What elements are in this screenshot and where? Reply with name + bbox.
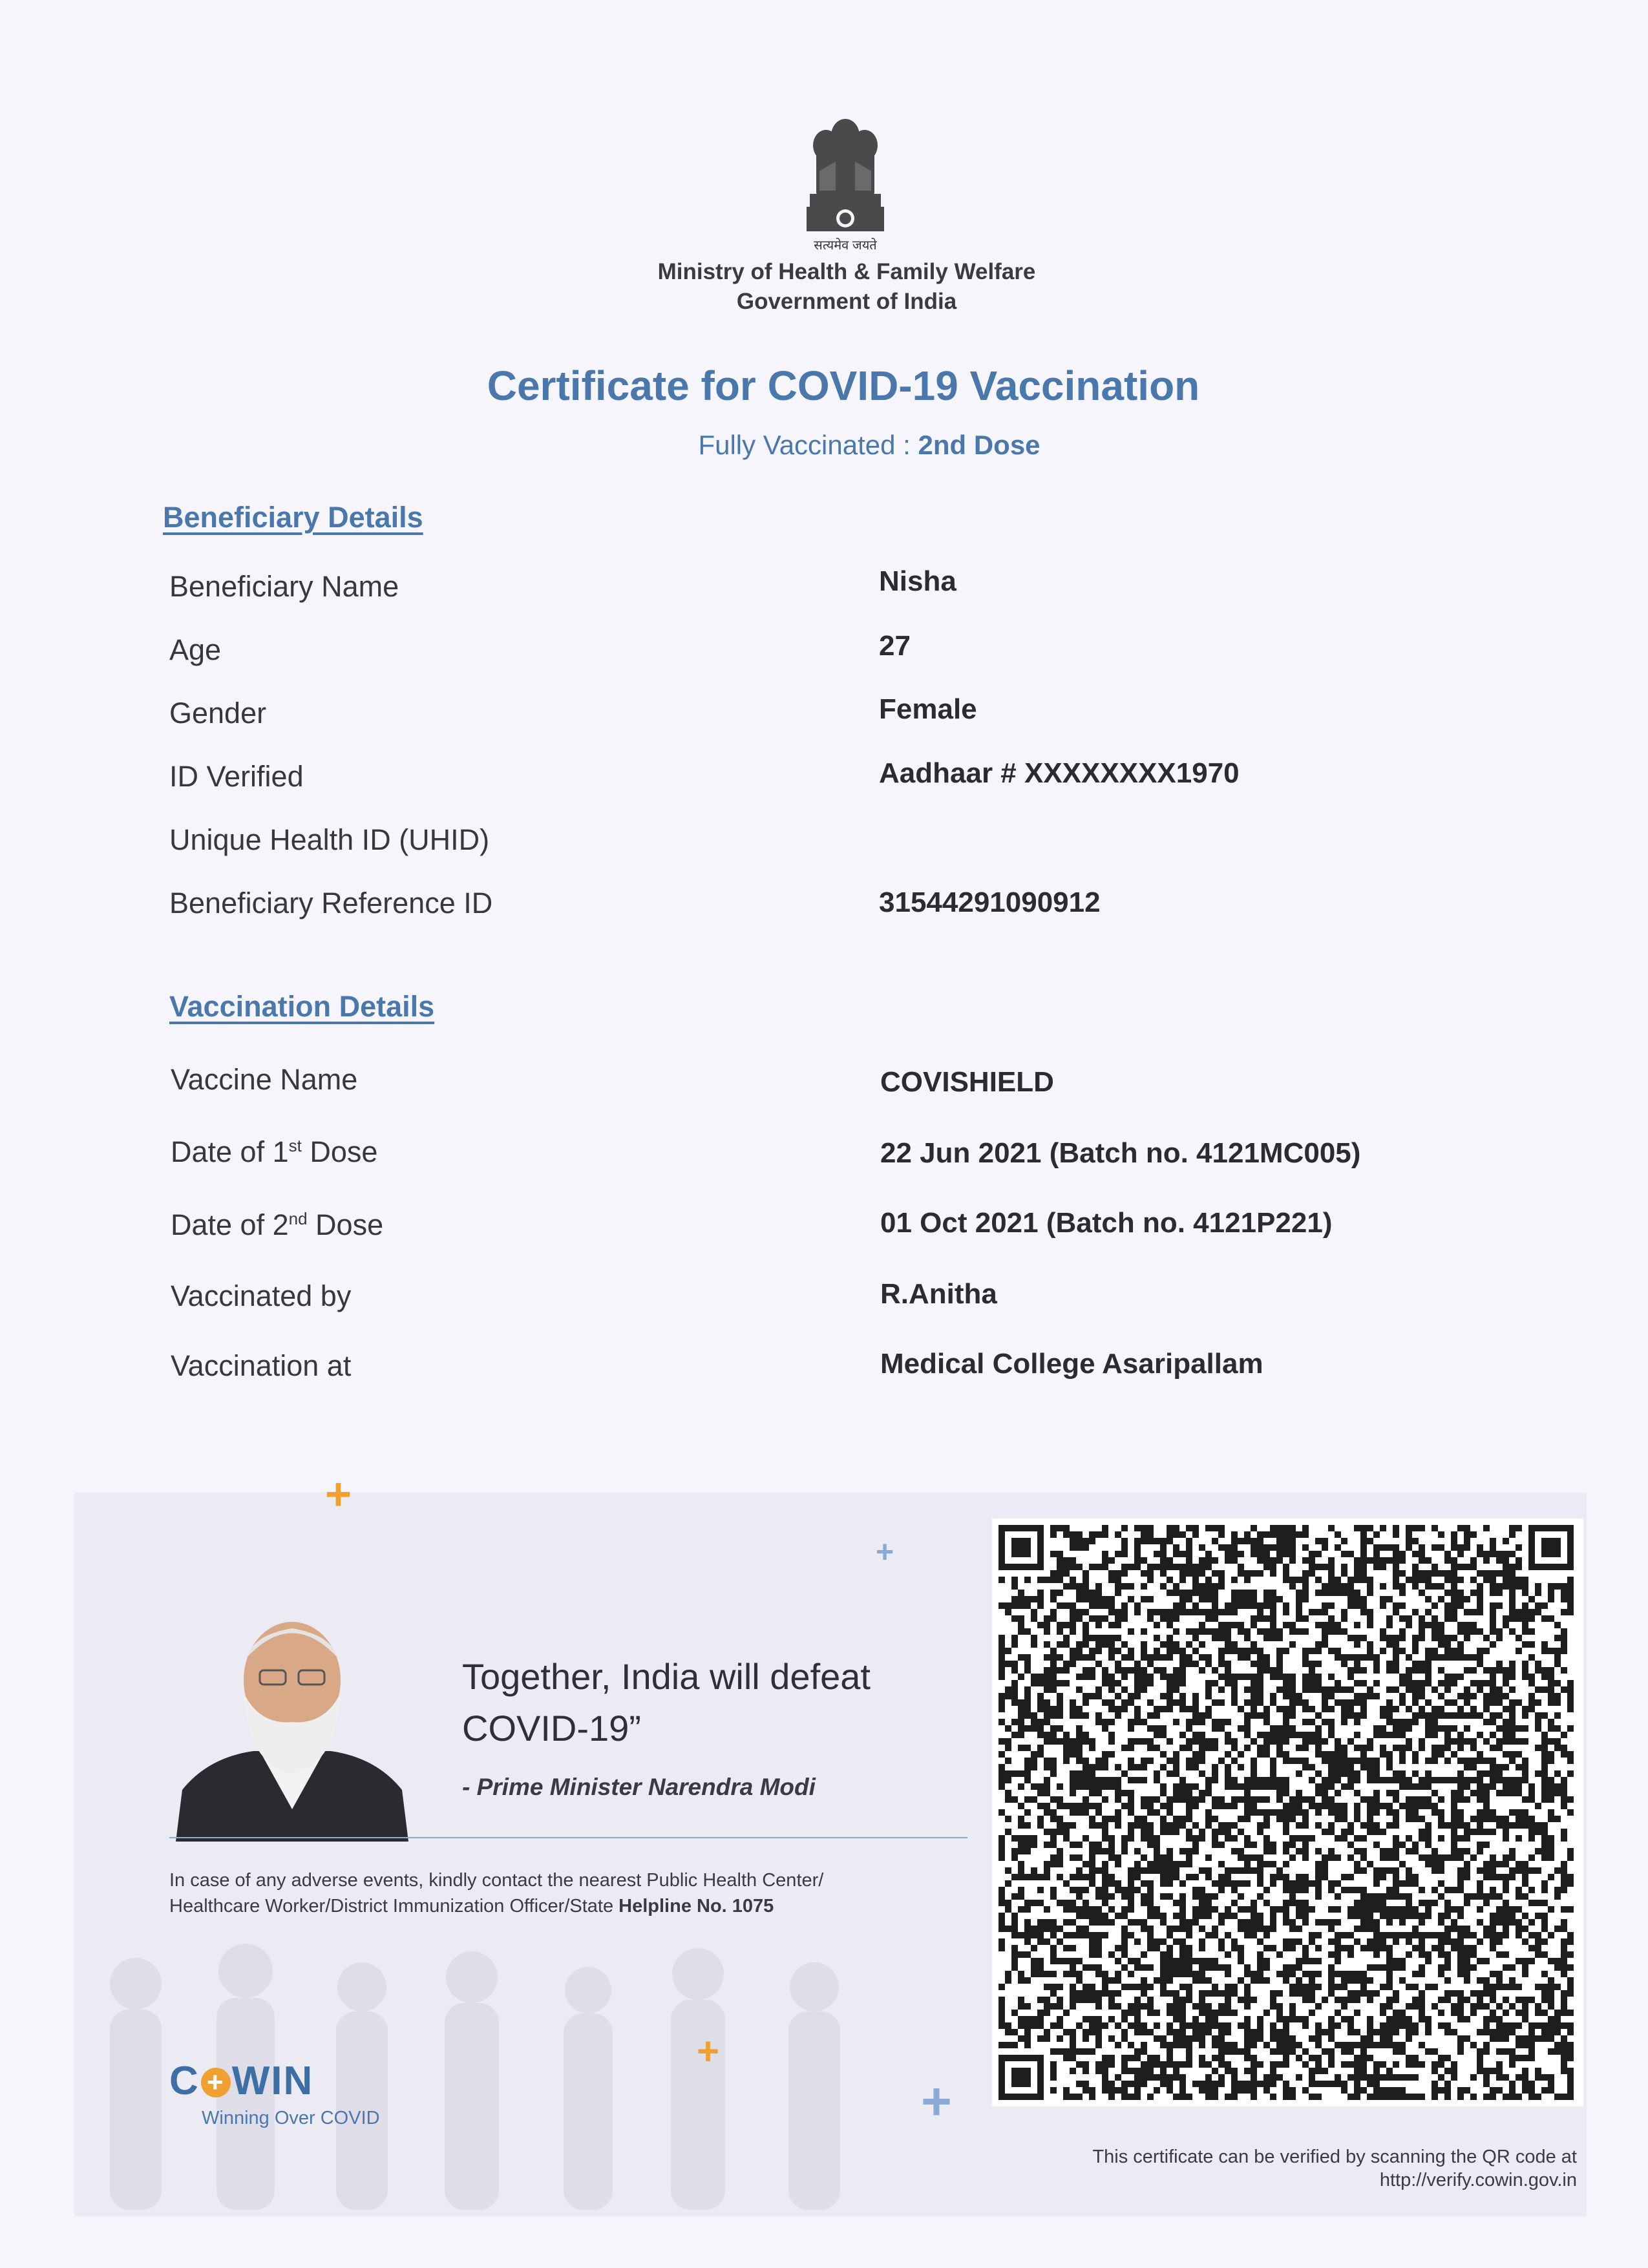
vaccinated-by-value: R.Anitha (880, 1278, 997, 1310)
status-dose: 2nd Dose (918, 430, 1041, 460)
beneficiary-details-heading: Beneficiary Details (163, 501, 423, 534)
issuing-authority (517, 257, 1176, 317)
vaccination-details-heading: Vaccination Details (169, 990, 435, 1023)
national-emblem-icon (800, 110, 891, 239)
verification-note (918, 2145, 1577, 2192)
vaccination-at-value: Medical College Asaripallam (880, 1348, 1263, 1380)
vaccination-at-label: Vaccination at (171, 1349, 352, 1382)
status-prefix: Fully Vaccinated : (698, 430, 918, 460)
vaccinated-by-label: Vaccinated by (171, 1279, 352, 1312)
reference-id-label: Beneficiary Reference ID (169, 887, 493, 919)
verify-line-1: This certificate can be verified by scanning the QR code at (1092, 2147, 1577, 2167)
dose1-date-value: 22 Jun 2021 (Batch no. 4121MC005) (880, 1137, 1361, 1169)
orange-plus-icon: + (697, 2030, 720, 2073)
qr-finder-pattern (998, 2055, 1044, 2100)
vaccination-status (0, 430, 1648, 461)
adverse-line-2: Healthcare Worker/District Immunization Officer/State Helpline No. 1075 (169, 1896, 774, 1916)
pm-quote (462, 1651, 979, 1754)
adverse-line-1: In case of any adverse events, kindly contact the nearest Public Health Center/ (169, 1870, 824, 1891)
quote-line-1: Together, India will defeat (462, 1656, 871, 1697)
blue-plus-icon: + (921, 2072, 952, 2131)
quote-attribution: - Prime Minister Narendra Modi (462, 1774, 816, 1800)
qr-finder-pattern (998, 1525, 1044, 1570)
reference-id-value: 31544291090912 (879, 887, 1101, 918)
gender-label: Gender (169, 697, 267, 730)
vaccine-name-value: COVISHIELD (880, 1066, 1054, 1098)
quote-line-2: COVID-19” (462, 1708, 641, 1748)
adverse-events-notice (169, 1867, 977, 1919)
qr-code-container (992, 1518, 1583, 2106)
footer-divider (169, 1837, 967, 1838)
helpline-number: Helpline No. 1075 (618, 1896, 774, 1916)
vaccine-name-label: Vaccine Name (171, 1063, 358, 1096)
orange-plus-icon: + (325, 1469, 352, 1519)
dose1-date-label: Date of 1st Dose (171, 1135, 378, 1168)
age-label: Age (169, 633, 222, 666)
qr-finder-pattern (1528, 1525, 1574, 1570)
verify-url: http://verify.cowin.gov.in (1379, 2170, 1577, 2190)
plus-circle-icon: + (201, 2068, 231, 2097)
prime-minister-photo (169, 1596, 415, 1842)
beneficiary-name-value: Nisha (879, 565, 956, 597)
cowin-tagline: Winning Over COVID (202, 2108, 380, 2128)
dose2-date-value: 01 Oct 2021 (Batch no. 4121P221) (880, 1207, 1333, 1239)
emblem-motto: सत्यमेव जयते (814, 238, 877, 253)
qr-code (998, 1525, 1577, 2100)
id-verified-label: ID Verified (169, 760, 304, 793)
ministry-name: Ministry of Health & Family Welfare (657, 259, 1036, 284)
uhid-label: Unique Health ID (UHID) (169, 823, 490, 856)
age-value: 27 (879, 630, 911, 662)
id-verified-value: Aadhaar # XXXXXXXX1970 (879, 757, 1240, 789)
qr-modules (998, 1525, 1574, 2100)
beneficiary-name-label: Beneficiary Name (169, 570, 399, 603)
certificate-title: Certificate for COVID-19 Vaccination (487, 362, 1200, 409)
gender-value: Female (879, 693, 977, 725)
cowin-logo: C + WIN (169, 2059, 314, 2103)
blue-plus-icon: + (876, 1535, 894, 1570)
government-name: Government of India (736, 289, 957, 314)
dose2-date-label: Date of 2nd Dose (171, 1208, 384, 1241)
